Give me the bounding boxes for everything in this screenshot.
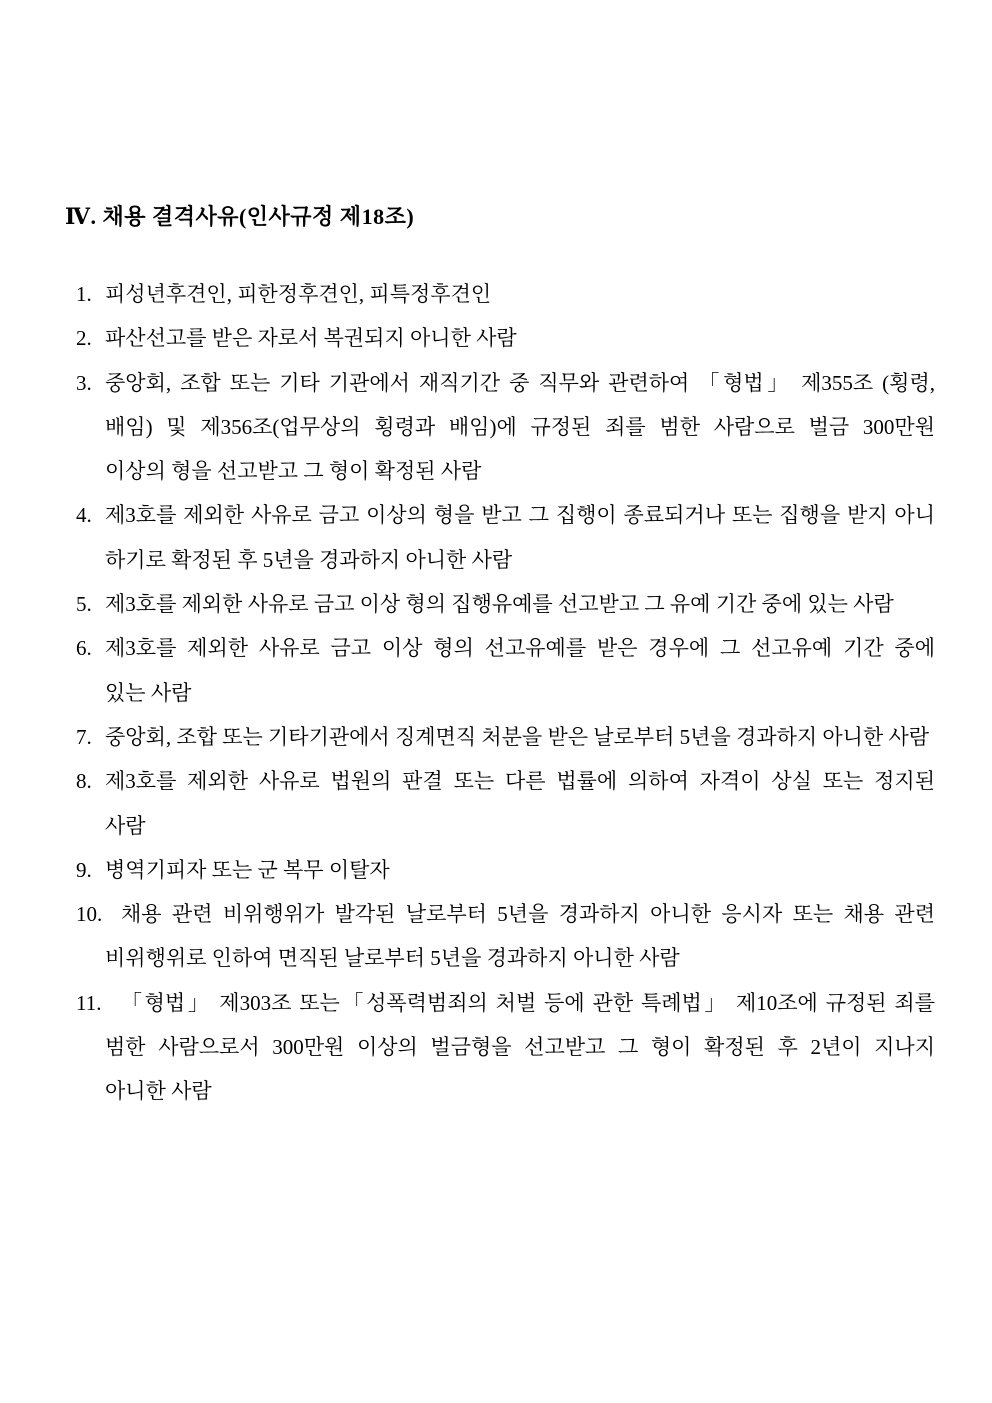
item-text-line: 비위행위로 인하여 면직된 날로부터 5년을 경과하지 아니한 사람: [105, 946, 680, 971]
item-text-line: 중앙회, 조합 또는 기타 기관에서 재직기간 중 직무와 관련하여 「형법」 제355조 (횡령,: [105, 370, 935, 395]
item-text-line: 범한 사람으로서 300만원 이상의 벌금형을 선고받고 그 형이 확정된 후 2년이 지나지: [105, 1035, 935, 1060]
item-text-line: 배임) 및 제356조(업무상의 횡령과 배임)에 규정된 죄를 범한 사람으로 벌금 300만원: [105, 414, 935, 439]
page-title: Ⅳ. 채용 결격사유(인사규정 제18조): [65, 204, 415, 229]
item-text-line: 아니한 사람: [105, 1079, 212, 1104]
item-text-line: 병역기피자 또는 군 복무 이탈자: [105, 857, 390, 882]
item-number: 1.: [76, 282, 92, 306]
item-number: 7.: [76, 724, 92, 749]
list-item: [75, 493, 935, 582]
item-number: 8.: [76, 769, 92, 794]
list-item: [75, 848, 935, 892]
item-text-line: 사람: [105, 813, 146, 838]
item-text-line: 「형법」 제303조 또는「성폭력범죄의 처벌 등에 관한 특례법」 제10조에 규정된 죄를: [121, 990, 935, 1015]
item-text-line: 제3호를 제외한 사유로 법원의 판결 또는 다른 법률에 의하여 자격이 상실 또는 정지된: [105, 769, 935, 794]
list-item: [75, 626, 935, 715]
item-text-line: 피성년후견인, 피한정후견인, 피특정후견인: [105, 282, 492, 306]
item-text-line: 채용 관련 비위행위가 발각된 날로부터 5년을 경과하지 아니한 응시자 또는 채용 관련: [121, 902, 935, 927]
item-text-line: 이상의 형을 선고받고 그 형이 확정된 사람: [105, 459, 482, 484]
list-item: [75, 981, 935, 1114]
item-number: 9.: [76, 857, 92, 882]
item-number: 4.: [76, 503, 92, 528]
item-number: 3.: [76, 370, 92, 395]
item-text-line: 있는 사람: [105, 680, 192, 705]
list-item: [75, 759, 935, 848]
item-text-line: 제3호를 제외한 사유로 금고 이상의 형을 받고 그 집행이 종료되거나 또는 집행을 받지 아니: [105, 503, 935, 528]
item-number: 6.: [76, 636, 92, 661]
list-item: [75, 361, 935, 494]
list-item: [75, 272, 935, 316]
item-number: 2.: [76, 326, 92, 351]
list-item: [75, 892, 935, 981]
item-number: 11.: [76, 990, 102, 1015]
list-item: [75, 582, 935, 626]
item-text-line: 제3호를 제외한 사유로 금고 이상 형의 선고유예를 받은 경우에 그 선고유예 기간 중에: [105, 636, 935, 661]
disqualification-list: [75, 272, 935, 1114]
item-text-line: 중앙회, 조합 또는 기타기관에서 징계면직 처분을 받은 날로부터 5년을 경과하지 아니한 사람: [105, 724, 930, 749]
item-number: 10.: [76, 902, 103, 927]
item-text-line: 하기로 확정된 후 5년을 경과하지 아니한 사람: [105, 547, 513, 572]
list-item: [75, 715, 935, 759]
item-text-line: 파산선고를 받은 자로서 복권되지 아니한 사람: [105, 326, 517, 351]
list-item: [75, 316, 935, 360]
item-text-line: 제3호를 제외한 사유로 금고 이상 형의 집행유예를 선고받고 그 유예 기간 중에 있는 사람: [105, 592, 894, 617]
item-number: 5.: [76, 592, 92, 617]
